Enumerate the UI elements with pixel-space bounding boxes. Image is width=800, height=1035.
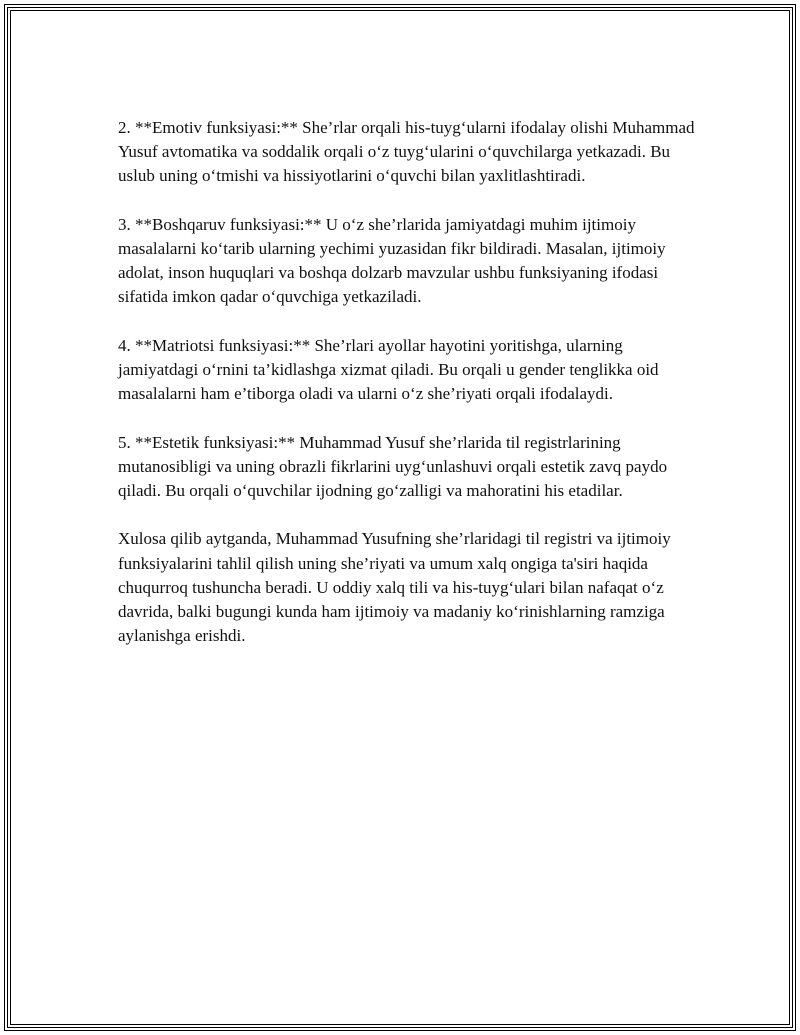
document-body	[118, 116, 698, 673]
paragraph-matriotsi-function: 4. **Matriotsi funksiyasi:** She’rlari ayollar hayotini yoritishga, ularning jamiyatdagi o‘rnini ta’kidlashga xizmat qiladi. Bu orqali u gender tenglikka oid masalalarni ham e’tiborga oladi va ularni o‘z she’riyati orqali ifodalaydi.	[118, 335, 659, 404]
paragraph-aesthetic-function: 5. **Estetik funksiyasi:** Muhammad Yusuf she’rlarida til registrlarining mutanosibligi va uning obrazli fikrlarini uyg‘unlashuvi orqali estetik zavq paydo qiladi. Bu orqali o‘quvchilar ijodning go‘zalligi va mahoratini his etadilar.	[118, 432, 668, 500]
paragraph-emotive-function: 2. **Emotiv funksiyasi:** She’rlar orqali his-tuyg‘ularni ifodalay olishi Muhammad Yusuf avtomatika va soddalik orqali o‘z tuyg‘ularini o‘quvchilarga yetkazadi. Bu uslub uning o‘tmishi va hissiyotlarini o‘quvchi bilan yaxlitlashtiradi.	[118, 118, 695, 186]
paragraph-conclusion: Xulosa qilib aytganda, Muhammad Yusufning she’rlaridagi til registri va ijtimoiy funksiyalarini tahlil qilish uning she’riyati va umum xalq ongiga ta'siri haqida chuqurroq tushuncha beradi. U oddiy xalq tili va his-tuyg‘ulari bilan nafaqat o‘z davrida, balki bugungi kunda ham ijtimoiy va madaniy ko‘rinishlarning ramziga aylanishga erishdi.	[118, 529, 671, 646]
paragraph-control-function: 3. **Boshqaruv funksiyasi:** U o‘z she’rlarida jamiyatdagi muhim ijtimoiy masalalarni ko‘tarib ularning yechimi yuzasidan fikr bildiradi. Masalan, ijtimoiy adolat, inson huquqlari va boshqa dolzarb mavzular ushbu funksiyaning ifodasi sifatida imkon qadar o‘quvchiga yetkaziladi.	[118, 214, 666, 307]
